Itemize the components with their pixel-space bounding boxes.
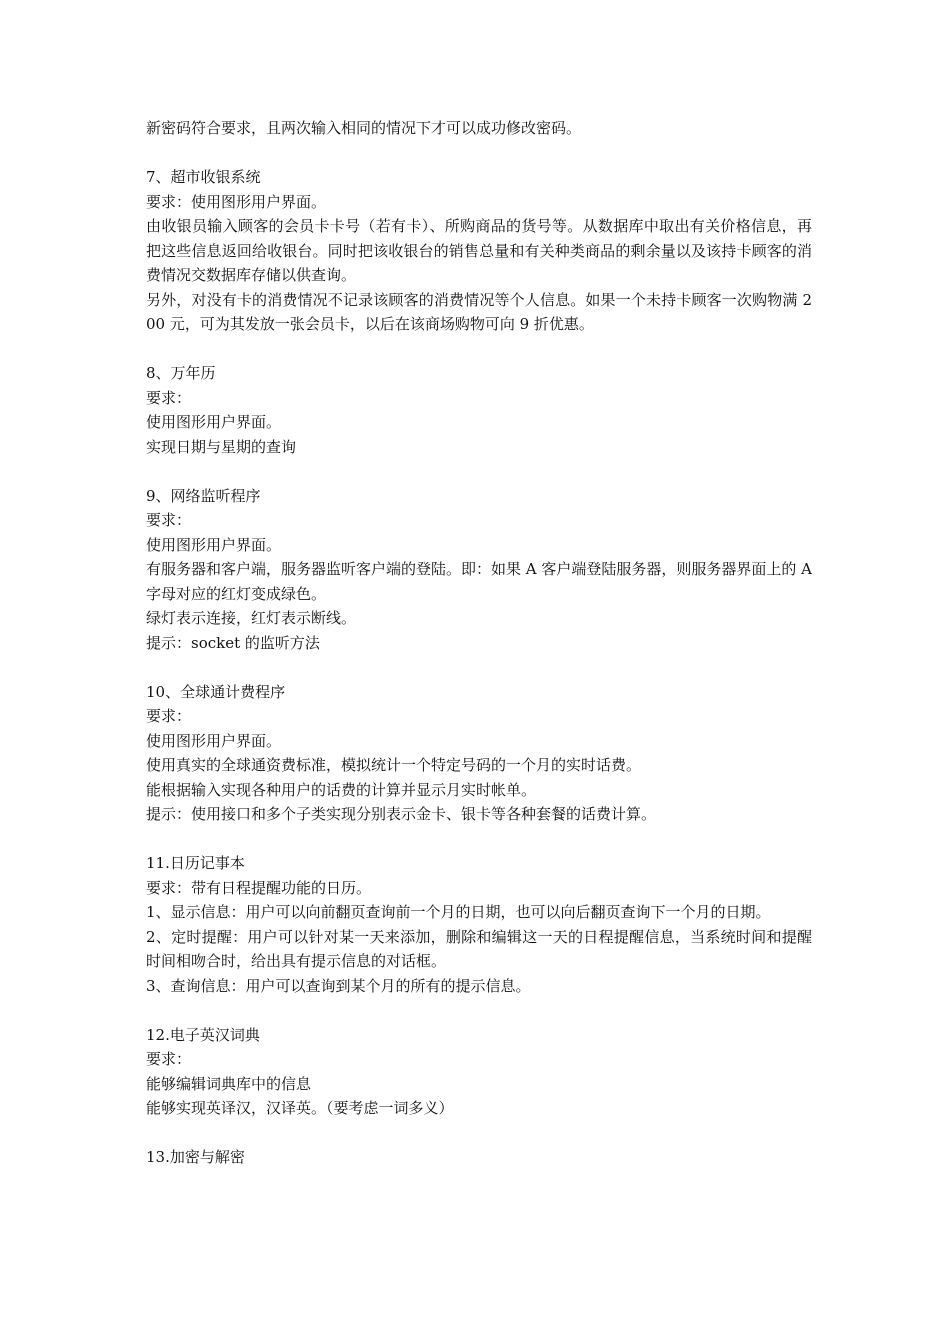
section-8-requirement: 要求： xyxy=(146,388,192,407)
section-9-paragraph-1: 有服务器和客户端，服务器监听客户端的登陆。即：如果 A 客户端登陆服务器，则服务器界面上的 A 字母对应的红灯变成绿色。 xyxy=(146,560,812,603)
section-10-line-4: 提示：使用接口和多个子类实现分别表示金卡、银卡等各种套餐的话费计算。 xyxy=(146,805,657,823)
section-13-title: 13.加密与解密 xyxy=(146,1148,245,1166)
section-7-paragraph-2: 另外，对没有卡的消费情况不记录该顾客的消费情况等个人信息。如果一个未持卡顾客一次购物满 200 元，可为其发放一张会员卡，以后在该商场购物可向 9 折优惠。 xyxy=(146,290,812,333)
section-12-line-1: 能够编辑词典库中的信息 xyxy=(146,1074,312,1093)
section-7-requirement: 要求：使用图形用户界面。 xyxy=(146,192,327,211)
section-10-requirement: 要求： xyxy=(146,707,192,725)
section-9-line-2: 绿灯表示连接，红灯表示断线。 xyxy=(146,609,357,627)
section-9-title: 9、网络监听程序 xyxy=(146,486,261,505)
intro-line: 新密码符合要求，且两次输入相同的情况下才可以成功修改密码。 xyxy=(146,119,582,137)
section-11-line-1: 3、查询信息：用户可以查询到某个月的所有的提示信息。 xyxy=(146,976,531,995)
section-9-line-3: 提示：socket 的监听方法 xyxy=(146,633,320,652)
section-7-paragraph-1: 由收银员输入顾客的会员卡卡号（若有卡）、所购商品的货号等。从数据库中取出有关价格信息，再把这些信息返回给收银台。同时把该收银台的销售总量和有关种类商品的剩余量以及该持卡顾客的消费情况交数据库存储以供查询。 xyxy=(146,217,812,284)
section-11-paragraph-1: 1、显示信息：用户可以向前翻页查询前一个月的日期，也可以向后翻页查询下一个月的日期。 xyxy=(146,903,771,921)
section-10-line-2: 使用真实的全球通资费标准，模拟统计一个特定号码的一个月的实时话费。 xyxy=(146,756,642,774)
document-page xyxy=(146,116,812,1194)
section-10 xyxy=(146,680,812,827)
section-11-title: 11.日历记事本 xyxy=(146,854,245,872)
section-9-requirement: 要求： xyxy=(146,511,192,529)
section-12 xyxy=(146,1023,812,1121)
section-8-line-2: 实现日期与星期的查询 xyxy=(146,437,297,456)
section-7 xyxy=(146,165,812,337)
section-11-paragraph-2: 2、定时提醒：用户可以针对某一天来添加，删除和编辑这一天的日程提醒信息，当系统时间和提醒时间相吻合时，给出具有提示信息的对话框。 xyxy=(146,927,812,970)
section-12-requirement: 要求： xyxy=(146,1050,192,1068)
section-12-title: 12.电子英汉词典 xyxy=(146,1025,260,1044)
section-11 xyxy=(146,851,812,998)
section-10-line-1: 使用图形用户界面。 xyxy=(146,731,282,750)
section-7-title: 7、超市收银系统 xyxy=(146,168,261,186)
section-9 xyxy=(146,484,812,656)
intro-section xyxy=(146,116,812,141)
section-12-line-2: 能够实现英译汉，汉译英。（要考虑一词多义） xyxy=(146,1099,454,1117)
section-13 xyxy=(146,1145,812,1170)
section-11-requirement: 要求：带有日程提醒功能的日历。 xyxy=(146,878,372,897)
section-10-line-3: 能根据输入实现各种用户的话费的计算并显示月实时帐单。 xyxy=(146,780,537,799)
section-10-title: 10、全球通计费程序 xyxy=(146,682,286,701)
section-8-title: 8、万年历 xyxy=(146,364,216,382)
section-9-line-1: 使用图形用户界面。 xyxy=(146,535,282,554)
section-8 xyxy=(146,361,812,459)
section-8-line-1: 使用图形用户界面。 xyxy=(146,413,282,431)
